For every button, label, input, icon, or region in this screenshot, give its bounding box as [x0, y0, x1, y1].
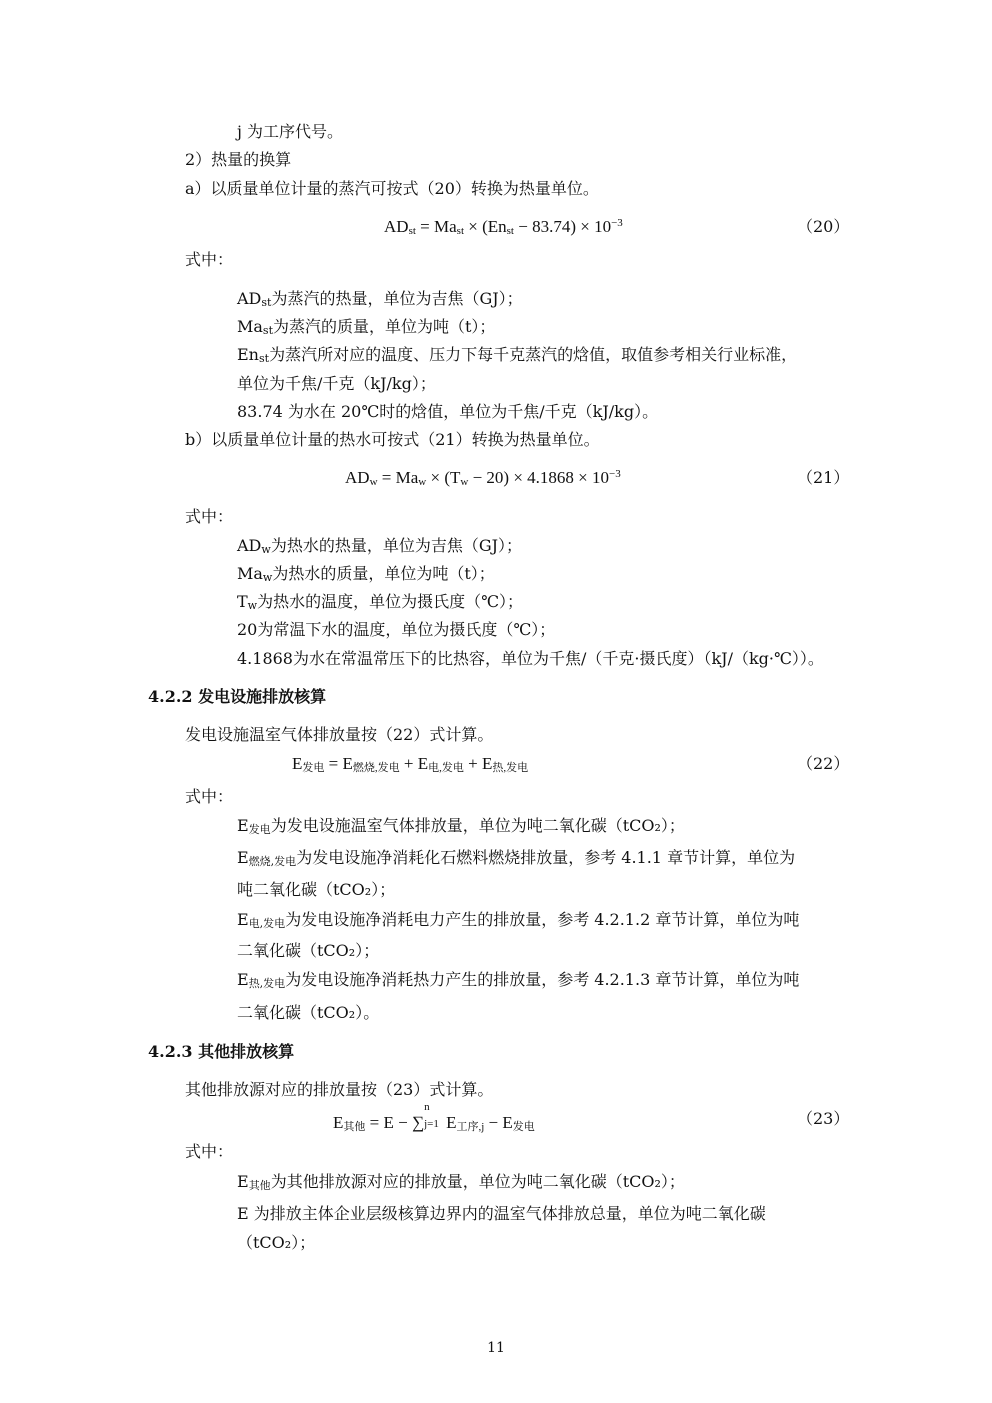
text-line: 式中：: [185, 787, 234, 806]
definition-line: $En_{st}$为蒸汽所对应的温度、压力下每千克蒸汽的焓值，取值参考相关行业标准，: [237, 345, 798, 365]
definition-line: $Ma_{st}$为蒸汽的质量，单位为吨（t）；: [237, 317, 496, 337]
text-line: 20为常温下水的温度，单位为摄氏度（℃）；: [237, 620, 556, 639]
text-line: 二氧化碳（tCO₂）；: [237, 941, 380, 960]
page-number: 11: [487, 1340, 505, 1356]
text-line: 其他排放源对应的排放量按（23）式计算。: [185, 1080, 494, 1099]
text-line: 2）热量的换算: [185, 150, 292, 169]
text-line: 单位为千焦/千克（kJ/kg）；: [237, 374, 436, 393]
equation-21: $AD_w = Ma_w \times (T_w - 20) \times 4.1868 \times 10^{-3}$: [345, 468, 621, 488]
text-line: a）以质量单位计量的蒸汽可按式（20）转换为热量单位。: [185, 179, 599, 198]
section-heading: 4.2.3 其他排放核算: [148, 1042, 295, 1061]
equation-number: （23）: [797, 1109, 850, 1128]
text-line: 4.1868为水在常温常压下的比热容，单位为千焦/（千克·摄氏度）（kJ/（kg·℃））。: [237, 649, 824, 668]
definition-line: $E_{发电}$为发电设施温室气体排放量，单位为吨二氧化碳（tCO₂）；: [237, 816, 685, 836]
text-line: 式中：: [185, 250, 234, 269]
text-line: 式中：: [185, 507, 234, 526]
text-line: （tCO₂）；: [237, 1233, 316, 1252]
text-line: 83.74 为水在 20℃时的焓值，单位为千焦/千克（kJ/kg）。: [237, 402, 659, 421]
text-line: 二氧化碳（tCO₂）。: [237, 1003, 380, 1022]
text-line: j 为工序代号。: [237, 122, 344, 141]
text-line: 式中：: [185, 1142, 234, 1161]
equation-number: （21）: [797, 468, 850, 487]
section-heading: 4.2.2 发电设施排放核算: [148, 687, 327, 706]
definition-line: $E_{电,发电}$为发电设施净消耗电力产生的排放量，参考 4.2.1.2 章节计算，单位为吨: [237, 910, 800, 930]
definition-line: $T_w$为热水的温度，单位为摄氏度（℃）；: [237, 592, 523, 612]
text-line: 吨二氧化碳（tCO₂）；: [237, 880, 396, 899]
text-line: E 为排放主体企业层级核算边界内的温室气体排放总量，单位为吨二氧化碳: [237, 1204, 766, 1223]
equation-23: $E_{其他} = E$ − ∑ n j=1 $E_{工序,j} - E_{发电}$: [333, 1101, 535, 1133]
equation-22: $E_{发电} = E_{燃烧,发电} + E_{电,发电} + E_{热,发电}$: [292, 754, 529, 774]
text-line: 发电设施温室气体排放量按（22）式计算。: [185, 725, 494, 744]
equation-number: （22）: [797, 754, 850, 773]
definition-line: $E_{燃烧,发电}$为发电设施净消耗化石燃料燃烧排放量，参考 4.1.1 章节计算，单位为: [237, 848, 796, 868]
text-line: b）以质量单位计量的热水可按式（21）转换为热量单位。: [185, 430, 600, 449]
definition-line: $AD_w$为热水的热量，单位为吉焦（GJ）；: [237, 536, 523, 556]
definition-line: $Ma_w$为热水的质量，单位为吨（t）；: [237, 564, 495, 584]
definition-line: $E_{其他}$为其他排放源对应的排放量，单位为吨二氧化碳（tCO₂）；: [237, 1172, 685, 1192]
definition-line: $E_{热,发电}$为发电设施净消耗热力产生的排放量，参考 4.2.1.3 章节计算，单位为吨: [237, 970, 800, 990]
definition-line: $AD_{st}$为蒸汽的热量，单位为吉焦（GJ）；: [237, 289, 523, 309]
equation-20: $AD_{st} = Ma_{st} \times (En_{st} - 83.74) \times 10^{-3}$: [384, 217, 623, 237]
equation-number: （20）: [797, 217, 850, 236]
